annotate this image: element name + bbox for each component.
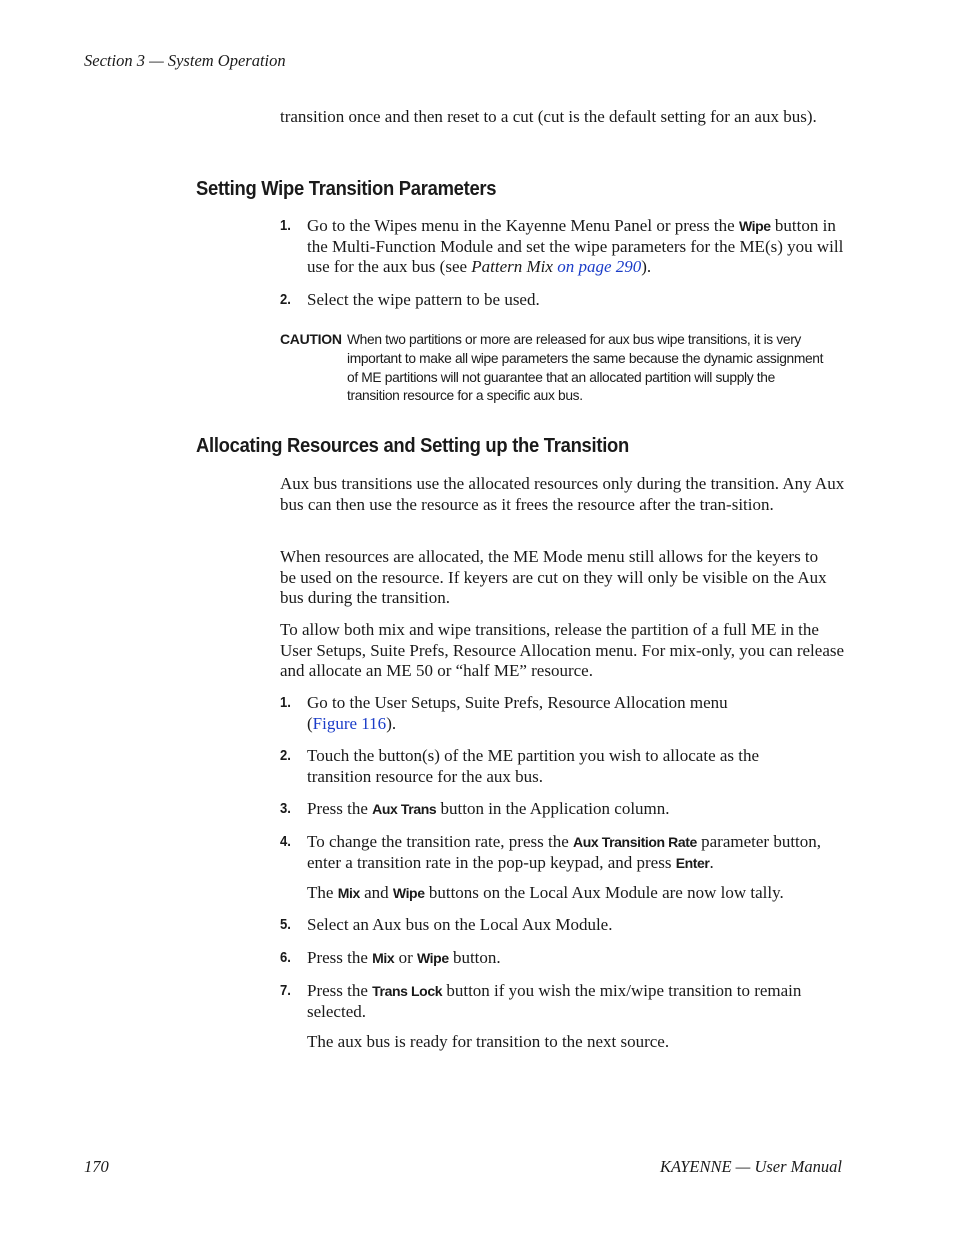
step-number: 3. xyxy=(280,801,291,817)
step-number: 1. xyxy=(280,218,291,234)
step-number: 6. xyxy=(280,950,291,966)
figure-link[interactable]: Figure 116 xyxy=(312,713,387,733)
body-paragraph: Aux bus transitions use the allocated resources only during the transition. Any Aux bus can then use the resource as it frees the resource after the tran-sition. xyxy=(280,474,845,514)
ui-label-mix: Mix xyxy=(372,950,395,966)
section-heading-wipe-parameters: Setting Wipe Transition Parameters xyxy=(196,178,497,200)
step-text: Select the wipe pattern to be used. xyxy=(307,290,540,309)
body-paragraph: To allow both mix and wipe transitions, release the partition of a full ME in the User Setups, Suite Prefs, Resource Allocation menu. For mix-only, you can release and allocate an ME 50 or “half ME” resource. xyxy=(280,620,845,680)
ui-label-aux-transition-rate: Aux Transition Rate xyxy=(573,834,697,850)
ui-label-enter: Enter xyxy=(675,854,710,871)
cross-ref-link[interactable]: on page 290 xyxy=(552,257,642,276)
intro-paragraph: transition once and then reset to a cut (cut is the default setting for an aux bus). xyxy=(280,107,817,126)
step-number: 7. xyxy=(280,983,291,999)
step-text: Go to the User Setups, Suite Prefs, Resource Allocation menu (Figure 116). xyxy=(307,693,728,733)
step-number: 2. xyxy=(280,748,291,764)
step-number: 2. xyxy=(280,292,291,308)
step-note: The Mix and Wipe buttons on the Local Aux Module are now low tally. xyxy=(307,883,784,902)
ui-label-wipe: Wipe xyxy=(392,885,425,901)
step-text: Touch the button(s) of the ME partition you wish to allocate as the transition resource for the aux bus. xyxy=(307,746,760,786)
step-text: Press the Aux Trans button in the Application column. xyxy=(307,799,670,818)
ui-label-wipe: Wipe xyxy=(416,950,449,966)
caution-label: CAUTION xyxy=(280,331,342,347)
cross-ref-title: Pattern Mix xyxy=(471,257,553,276)
page-number: 170 xyxy=(84,1157,109,1176)
ui-label-trans-lock: Trans Lock xyxy=(372,983,443,999)
caution-text: When two partitions or more are released for aux bus wipe transitions, it is very important to make all wipe parameters the same because the dynamic assignment of ME partitions will not guarantee that an allocated partition will supply the transition resource for a specific aux bus. xyxy=(347,332,824,404)
section-heading-allocating-resources: Allocating Resources and Setting up the Transition xyxy=(196,435,629,457)
step-note: The aux bus is ready for transition to the next source. xyxy=(307,1032,670,1051)
step-text: Press the Mix or Wipe button. xyxy=(307,948,501,967)
step-number: 5. xyxy=(280,917,291,933)
ui-label-mix: Mix xyxy=(337,885,360,901)
step-text: Press the Trans Lock button if you wish the mix/wipe transition to remain selected. xyxy=(307,981,802,1021)
step-text: To change the transition rate, press the Aux Transition Rate parameter button, enter a transition rate in the pop-up keypad, and press Enter. xyxy=(307,832,822,872)
running-head: Section 3 — System Operation xyxy=(84,51,286,70)
body-paragraph: When resources are allocated, the ME Mode menu still allows for the keyers to be used on the resource. If keyers are cut on they will only be visible on the Aux bus during the transition. xyxy=(280,547,827,607)
step-number: 4. xyxy=(280,834,291,850)
step-text: Select an Aux bus on the Local Aux Module. xyxy=(307,915,613,934)
ui-label-wipe: Wipe xyxy=(738,218,771,234)
ui-label-aux-trans: Aux Trans xyxy=(372,801,437,817)
manual-title: KAYENNE — User Manual xyxy=(660,1157,842,1176)
step-text: Go to the Wipes menu in the Kayenne Menu Panel or press the Wipe button in the Multi-Function Module and set the wipe parameters for the ME(s) you will use for the aux bus (see Pattern Mix on page 290). xyxy=(307,216,844,276)
step-number: 1. xyxy=(280,695,291,711)
